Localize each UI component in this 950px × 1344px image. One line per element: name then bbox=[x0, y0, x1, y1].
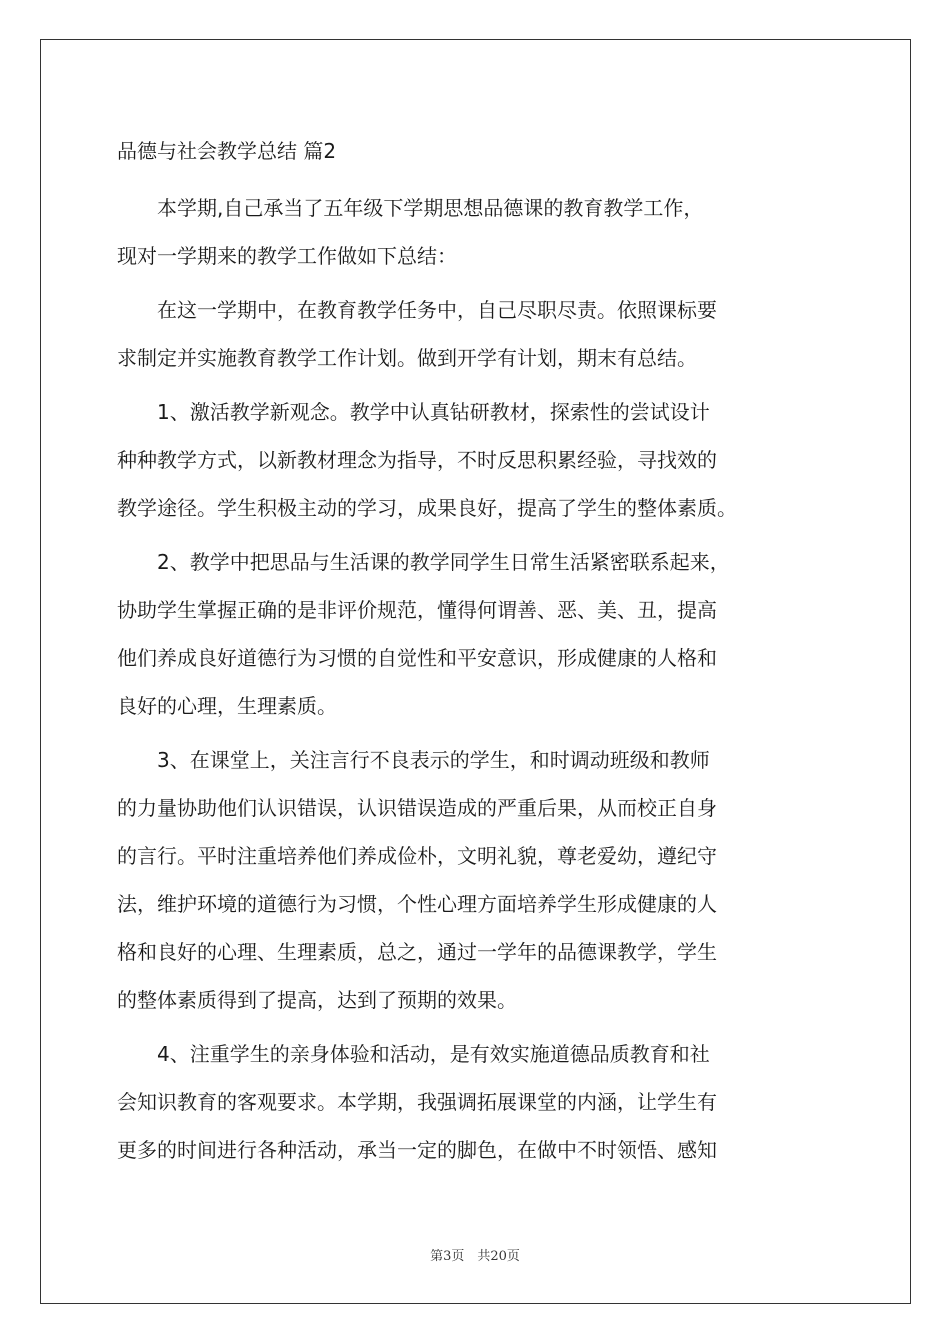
text-line: 协助学生掌握正确的是非评价规范，懂得何谓善、恶、美、丑，提高 bbox=[117, 598, 717, 622]
text-line: 现对一学期来的教学工作做如下总结： bbox=[117, 244, 457, 268]
text-line: 更多的时间进行各种活动，承当一定的脚色，在做中不时领悟、感知 bbox=[117, 1138, 717, 1162]
paragraph-item-4 bbox=[117, 1030, 837, 1174]
paragraph-overview bbox=[117, 286, 837, 382]
text-line: 良好的心理，生理素质。 bbox=[117, 694, 337, 718]
text-line: 教学途径。学生积极主动的学习，成果良好，提高了学生的整体素质。 bbox=[117, 496, 737, 520]
document-body bbox=[117, 130, 837, 1180]
document-title: 品德与社会教学总结 篇2 bbox=[117, 139, 337, 163]
text-line: 的整体素质得到了提高，达到了预期的效果。 bbox=[117, 988, 517, 1012]
text-line: 格和良好的心理、生理素质，总之，通过一学年的品德课教学，学生 bbox=[117, 940, 717, 964]
paragraph-intro bbox=[117, 184, 837, 280]
text-line: 的言行。平时注重培养他们养成俭朴，文明礼貌，尊老爱幼，遵纪守 bbox=[117, 844, 717, 868]
text-line: 会知识教育的客观要求。本学期，我强调拓展课堂的内涵，让学生有 bbox=[117, 1090, 717, 1114]
text-line: 他们养成良好道德行为习惯的自觉性和平安意识，形成健康的人格和 bbox=[117, 646, 717, 670]
paragraph-item-2 bbox=[117, 538, 837, 730]
text-line: 4、注重学生的亲身体验和活动，是有效实施道德品质教育和社 bbox=[117, 1042, 710, 1066]
paragraph-item-1 bbox=[117, 388, 837, 532]
text-line: 2、教学中把思品与生活课的教学同学生日常生活紧密联系起来， bbox=[117, 550, 730, 574]
text-line: 的力量协助他们认识错误，认识错误造成的严重后果，从而校正自身 bbox=[117, 796, 717, 820]
text-line: 本学期,自己承当了五年级下学期思想品德课的教育教学工作， bbox=[117, 196, 704, 220]
text-line: 种种教学方式，以新教材理念为指导，不时反思积累经验，寻找效的 bbox=[117, 448, 717, 472]
text-line: 3、在课堂上，关注言行不良表示的学生，和时调动班级和教师 bbox=[117, 748, 710, 772]
text-line: 在这一学期中，在教育教学任务中，自己尽职尽责。依照课标要 bbox=[117, 298, 717, 322]
text-line: 法，维护环境的道德行为习惯，个性心理方面培养学生形成健康的人 bbox=[117, 892, 717, 916]
page-number: 第3页 共20页 bbox=[430, 1249, 520, 1264]
paragraph-item-3 bbox=[117, 736, 837, 1024]
text-line: 1、激活教学新观念。教学中认真钻研教材，探索性的尝试设计 bbox=[117, 400, 710, 424]
text-line: 求制定并实施教育教学工作计划。做到开学有计划，期末有总结。 bbox=[117, 346, 697, 370]
